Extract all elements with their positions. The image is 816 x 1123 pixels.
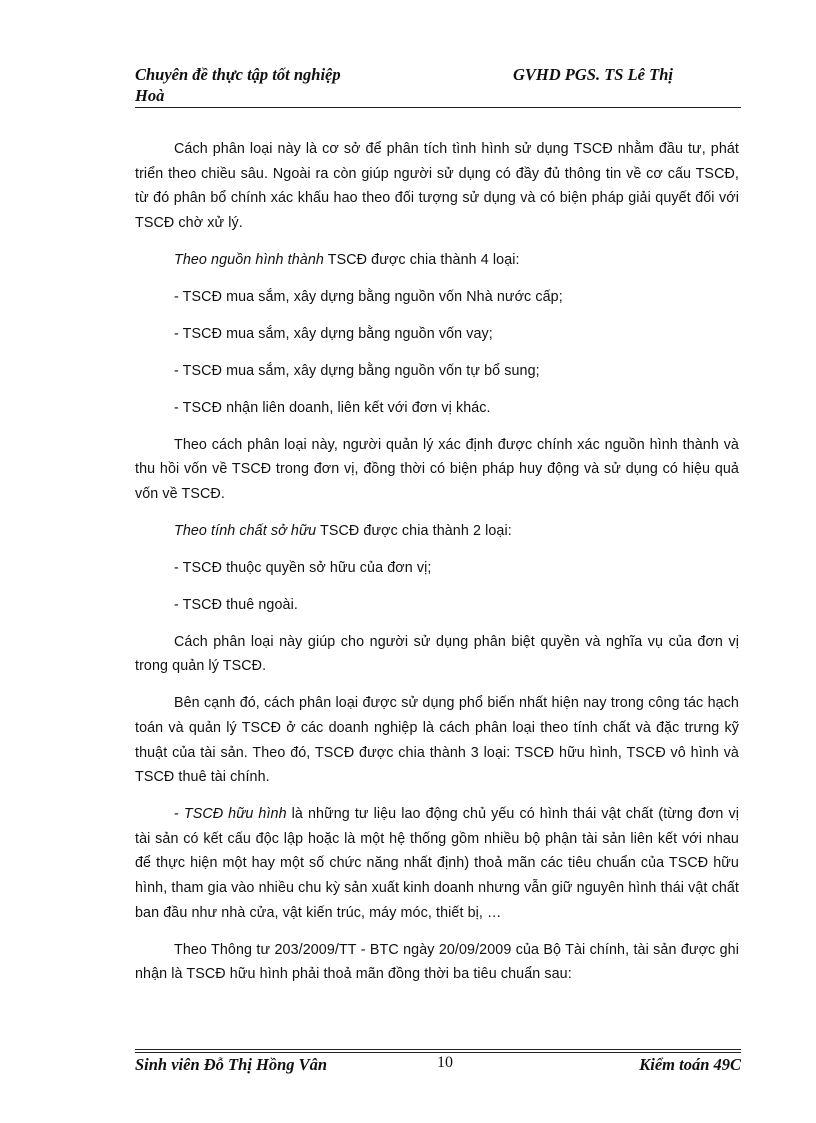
- paragraph-6: Bên cạnh đó, cách phân loại được sử dụng phổ biến nhất hiện nay trong công tác hạch toán và quản lý TSCĐ ở các doanh nghiệp là cách phân loại theo tính chất và đặc trưng kỹ thuật của tài sản. Theo đó, TSCĐ được chia thành 3 loại: TSCĐ hữu hình, TSCĐ vô hình và TSCĐ thuê tài chính.: [135, 695, 739, 786]
- paragraph-2-text: TSCĐ được chia thành 4 loại:: [323, 251, 520, 268]
- footer-class: Kiểm toán 49C: [639, 1055, 741, 1074]
- bullet-4: - TSCĐ nhận liên doanh, liên kết với đơn vị khác.: [174, 399, 491, 416]
- header-supervisor: GVHD PGS. TS Lê Thị: [513, 65, 673, 84]
- paragraph-5: Cách phân loại này giúp cho người sử dụng phân biệt quyền và nghĩa vụ của đơn vị trong quản lý TSCĐ.: [135, 633, 739, 675]
- header-title-line1: Chuyên đề thực tập tốt nghiệp: [135, 65, 341, 84]
- bullet-1: - TSCĐ mua sắm, xây dựng bằng nguồn vốn Nhà nước cấp;: [174, 288, 563, 305]
- paragraph-2: [135, 248, 739, 273]
- paragraph-7: [135, 802, 739, 925]
- paragraph-4: [135, 519, 739, 544]
- bullet-6: - TSCĐ thuê ngoài.: [174, 596, 298, 613]
- paragraph-8: Theo Thông tư 203/2009/TT - BTC ngày 20/09/2009 của Bộ Tài chính, tài sản được ghi nhận là TSCĐ hữu hình phải thoả mãn đồng thời ba tiêu chuẩn sau:: [135, 941, 739, 983]
- footer-student: Sinh viên Đỗ Thị Hồng Vân: [135, 1055, 328, 1074]
- page-header: [135, 64, 741, 110]
- paragraph-4-italic: Theo tính chất sở hữu: [174, 522, 317, 539]
- paragraph-7-prefix: -: [174, 806, 184, 823]
- header-thesis-title: [135, 64, 385, 106]
- header-title-line2: Hoà: [135, 86, 165, 105]
- bullet-5: - TSCĐ thuộc quyền sở hữu của đơn vị;: [174, 559, 432, 576]
- page-number: 10: [437, 1054, 453, 1071]
- paragraph-1: Cách phân loại này là cơ sở để phân tích tình hình sử dụng TSCĐ nhằm đầu tư, phát triển theo chiều sâu. Ngoài ra còn giúp người sử dụng có đầy đủ thông tin về cơ cấu TSCĐ, từ đó phân bổ chính xác khấu hao theo đối tượng sử dụng và có biện pháp giải quyết đối với TSCĐ chờ xử lý.: [135, 141, 739, 231]
- paragraph-4-text: TSCĐ được chia thành 2 loại:: [316, 522, 512, 539]
- paragraph-7-text: là những tư liệu lao động chủ yếu có hình thái vật chất (từng đơn vị tài sản có kết cấu độc lập hoặc là một hệ thống gồm nhiều bộ phận tài sản liên kết với nhau để thực hiện một hay một số chức năng nhất định) thoả mãn các tiêu chuẩn của TSCĐ hữu hình, tham gia vào nhiều chu kỳ sản xuất kinh doanh nhưng vẫn giữ nguyên hình thái vật chất ban đầu như nhà cửa, vật kiến trúc, máy móc, thiết bị, …: [135, 806, 740, 921]
- paragraph-3: Theo cách phân loại này, người quản lý xác định được chính xác nguồn hình thành và thu hồi vốn về TSCĐ trong đơn vị, đồng thời có biện pháp huy động và sử dụng có hiệu quả vốn về TSCĐ.: [135, 436, 739, 502]
- footer-rule-top: [135, 1049, 741, 1050]
- header-rule: [135, 107, 741, 108]
- bullet-2: - TSCĐ mua sắm, xây dựng bằng nguồn vốn vay;: [174, 325, 493, 342]
- paragraph-7-italic: TSCĐ hữu hình: [183, 806, 287, 823]
- paragraph-2-italic: Theo nguồn hình thành: [174, 251, 324, 268]
- bullet-3: - TSCĐ mua sắm, xây dựng bằng nguồn vốn tự bổ sung;: [174, 362, 540, 379]
- document-body: [135, 137, 739, 999]
- page-footer: [135, 1054, 741, 1078]
